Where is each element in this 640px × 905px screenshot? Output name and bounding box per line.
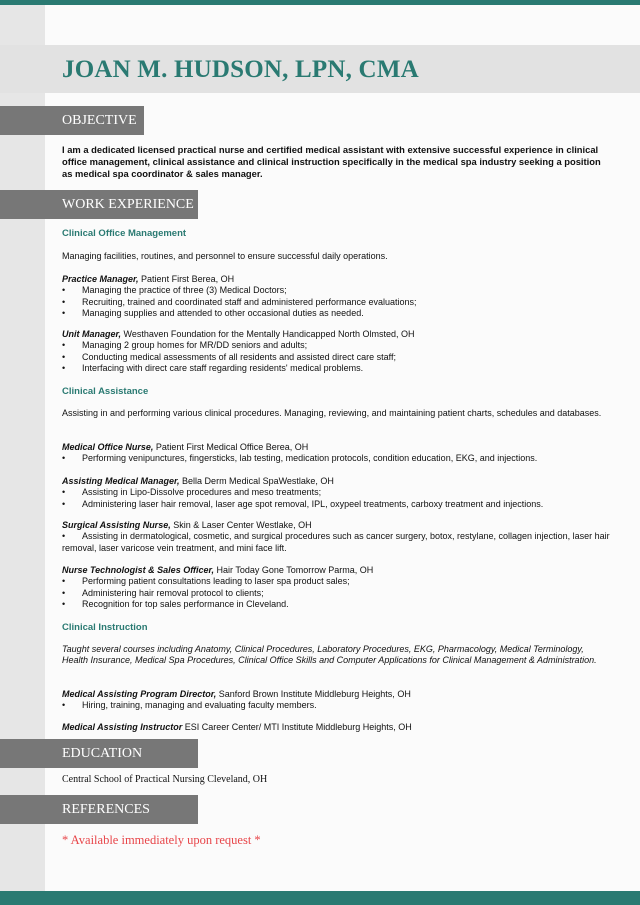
education-heading: EDUCATION (0, 739, 198, 768)
list-item: • Managing supplies and attended to other occasional duties as needed. (62, 307, 364, 318)
group-title-clinical-assistance: Clinical Assistance (62, 386, 149, 397)
list-item: • Performing patient consultations leading to laser spa product sales; (62, 576, 350, 587)
list-item: • Conducting medical assessments of all residents and assisted direct care staff; (62, 351, 396, 362)
list-item: • Assisting in Lipo-Dissolve procedures and meso treatments; (62, 487, 322, 498)
job-details: Hair Today Gone Tomorrow Parma, OH (214, 565, 374, 575)
group-title-office-management: Clinical Office Management (62, 228, 187, 239)
job-details: Patient First Medical Office Berea, OH (153, 442, 309, 452)
job-entry (62, 329, 610, 374)
list-item: • Interfacing with direct care staff regarding residents' medical problems. (62, 362, 364, 373)
job-details: Sanford Brown Institute Middleburg Heights, OH (216, 689, 411, 699)
candidate-name: JOAN M. HUDSON, LPN, CMA (62, 56, 419, 83)
bottom-accent-rule (0, 891, 640, 905)
job-entry (62, 689, 610, 712)
group-summary: Assisting in and performing various clinical procedures. Managing, reviewing, and maintaining patient charts, schedules and databases. (62, 408, 602, 418)
list-item: • Assisting in dermatological, cosmetic, and surgical procedures such as cancer surgery, botox, restylane, collagen injection, laser hair removal, laser varicose vein treatment, and mini face lift. (62, 531, 610, 553)
job-entry (62, 722, 610, 733)
objective-text: I am a dedicated licensed practical nurse and certified medical assistant with extensive successful experience in clinical office management, clinical assistance and clinical instruction specifically in the medical spa industry seeking a position as medical spa coordinator & sales manager. (62, 144, 601, 179)
objective-heading: OBJECTIVE (0, 106, 144, 135)
job-entry (62, 476, 610, 510)
references-text: * Available immediately upon request * (62, 833, 261, 847)
job-details: Patient First Berea, OH (138, 274, 235, 284)
job-role: Assisting Medical Manager, (62, 476, 180, 486)
job-role: Medical Assisting Program Director, (62, 689, 217, 699)
list-item: • Administering hair removal protocol to clients; (62, 587, 264, 598)
job-details: Skin & Laser Center Westlake, OH (170, 520, 312, 530)
group-title-clinical-instruction: Clinical Instruction (62, 622, 148, 633)
list-item: • Performing venipunctures, fingersticks, lab testing, medication protocols, condition education, EKG, and injections. (62, 453, 538, 464)
job-entry (62, 565, 610, 610)
job-entry (62, 442, 610, 465)
job-details: Westhaven Foundation for the Mentally Handicapped North Olmsted, OH (121, 329, 415, 339)
group-summary: Taught several courses including Anatomy, Clinical Procedures, Laboratory Procedures, EKG, Pharmacology, Medical Terminology, Health Insurance, Medical Spa Procedures, Clinical Office Skills and Computer Applications for Clinical Management & Administration. (62, 644, 597, 666)
job-entry (62, 520, 610, 554)
list-item: • Hiring, training, managing and evaluating faculty members. (62, 700, 317, 711)
job-role: Practice Manager, (62, 274, 139, 284)
references-heading: REFERENCES (0, 795, 198, 824)
job-role: Unit Manager, (62, 329, 122, 339)
list-item: • Recruiting, trained and coordinated staff and administered performance evaluations; (62, 296, 417, 307)
list-item: • Managing 2 group homes for MR/DD seniors and adults; (62, 340, 308, 351)
group-summary: Managing facilities, routines, and personnel to ensure successful daily operations. (62, 251, 388, 261)
list-item: • Recognition for top sales performance in Cleveland. (62, 598, 289, 609)
work-experience-heading: WORK EXPERIENCE (0, 190, 198, 219)
job-details: Bella Derm Medical SpaWestlake, OH (179, 476, 334, 486)
top-accent-rule (0, 0, 640, 5)
list-item: • Administering laser hair removal, laser age spot removal, IPL, oxypeel treatments, carboxy treatment and injections. (62, 498, 544, 509)
job-role: Nurse Technologist & Sales Officer, (62, 565, 215, 575)
job-entry (62, 274, 610, 319)
job-details: ESI Career Center/ MTI Institute Middleburg Heights, OH (182, 722, 412, 732)
job-role: Surgical Assisting Nurse, (62, 520, 171, 530)
job-role: Medical Assisting Instructor (62, 722, 183, 732)
education-text: Central School of Practical Nursing Cleveland, OH (62, 774, 268, 785)
list-item: • Managing the practice of three (3) Medical Doctors; (62, 285, 287, 296)
job-role: Medical Office Nurse, (62, 442, 154, 452)
